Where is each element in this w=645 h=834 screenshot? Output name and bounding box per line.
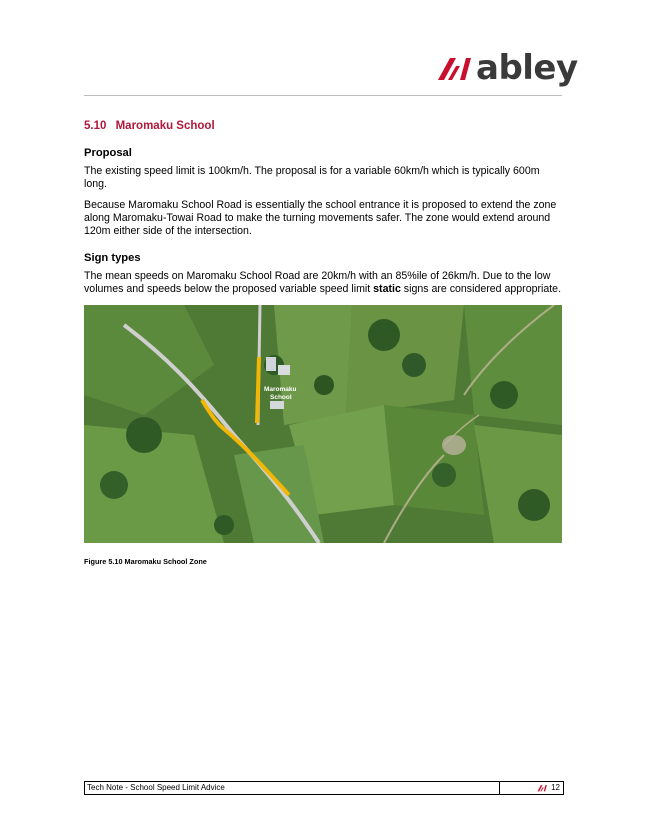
abley-logo-mark-icon: [436, 54, 472, 82]
sign-types-paragraph: [84, 270, 562, 296]
page-number: 12: [551, 783, 560, 792]
proposal-paragraph-2: Because Maromaku School Road is essentially the school entrance it is proposed to extend the zone along Maromaku-Towai Road to make the turning movements safer. The zone would extend around 120m either side of the intersection.: [84, 199, 557, 237]
sign-types-text-after: signs are considered appropriate.: [400, 283, 562, 295]
document-body: [84, 120, 562, 568]
map-label-line1: Maromaku: [264, 386, 297, 393]
proposal-paragraph-1: The existing speed limit is 100km/h. The proposal is for a variable 60km/h which is typically 600m long.: [84, 165, 540, 190]
footer-page-area: [500, 782, 563, 794]
sign-types-heading: Sign types: [84, 252, 141, 264]
section-number: 5.10: [84, 120, 107, 132]
header-divider: [84, 95, 562, 96]
abley-logo: [436, 50, 578, 86]
abley-logo-text: abley: [476, 48, 578, 88]
aerial-map-image: [84, 305, 562, 543]
sign-types-bold: static: [373, 283, 401, 295]
section-title: Maromaku School: [115, 120, 215, 132]
abley-footer-mark-icon: [536, 784, 548, 792]
figure-caption: Figure 5.10 Maromaku School Zone: [84, 557, 207, 566]
section-heading: [84, 120, 562, 133]
sign-types-text-before: The mean speeds on Maromaku School Road are 20km/h with an 85%ile of 26km/h. Due to the low volumes and speeds below the proposed variable speed limit: [84, 270, 551, 295]
page-footer: [84, 781, 564, 795]
proposal-heading: Proposal: [84, 147, 132, 159]
map-label-line2: School: [270, 394, 292, 401]
footer-title: Tech Note - School Speed Limit Advice: [85, 782, 500, 794]
